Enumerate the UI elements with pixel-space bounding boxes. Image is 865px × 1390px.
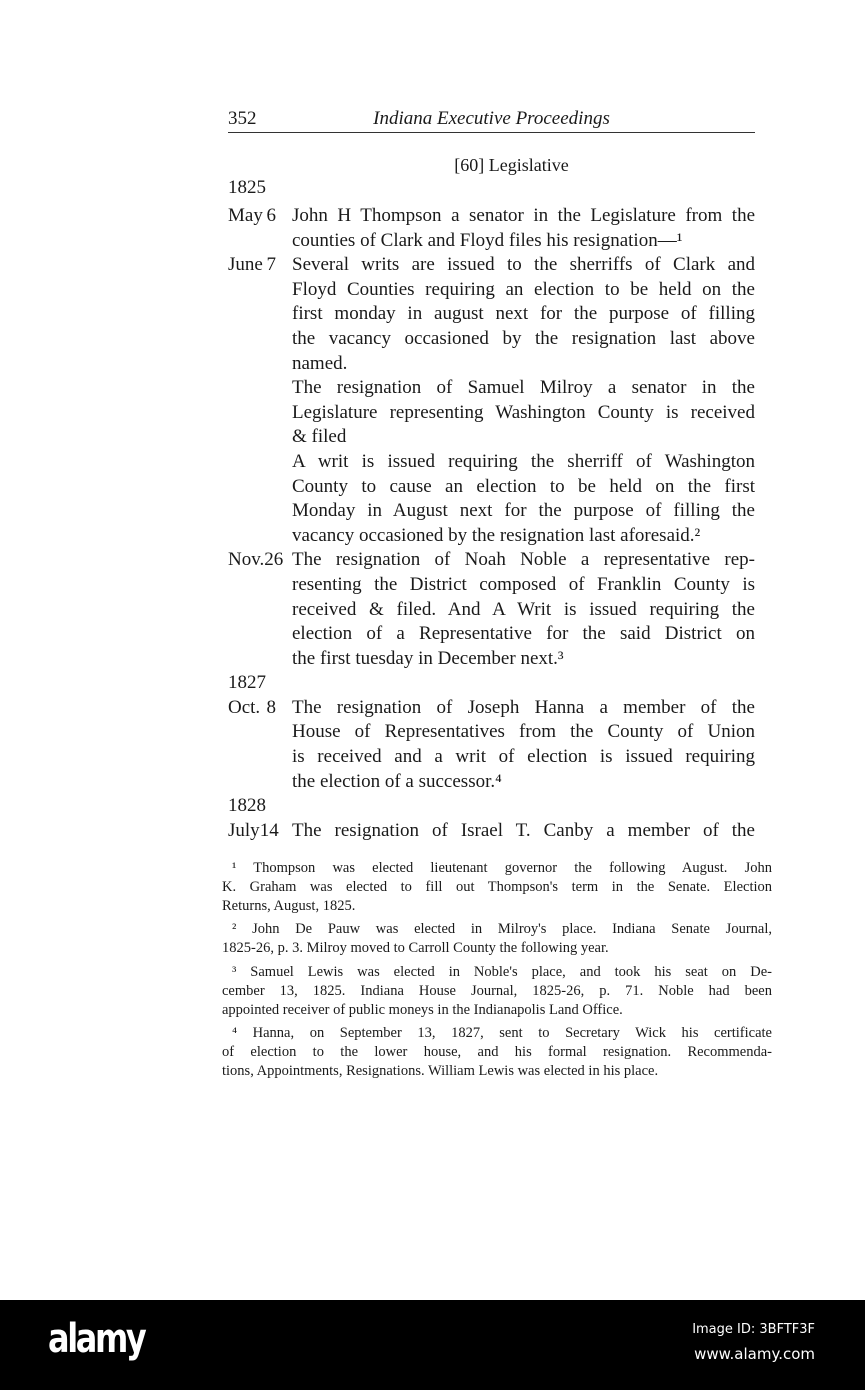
entry-month: Nov. xyxy=(228,549,265,571)
text-line: resenting the District composed of Franklin County is xyxy=(292,573,755,595)
entry-month: June xyxy=(228,254,263,276)
text-line: the election of a successor.⁴ xyxy=(292,770,502,792)
entry-date xyxy=(228,548,292,671)
text-line: election of a Representative for the said District on xyxy=(292,623,755,645)
year-heading: 1827 xyxy=(228,672,266,694)
entry-month: Oct. xyxy=(228,696,261,718)
text-line: vacancy occasioned by the resignation last aforesaid.² xyxy=(292,524,701,546)
text-line: Several writs are issued to the sherriffs of Clark and xyxy=(292,254,755,276)
year-heading: 1828 xyxy=(228,795,266,817)
entry-day: 8 xyxy=(266,696,276,718)
site-url: www.alamy.com xyxy=(694,1345,815,1363)
footnote xyxy=(222,859,772,915)
text-line: The resignation of Joseph Hanna a member of the xyxy=(292,696,755,718)
text-line: County to cause an election to be held on the first xyxy=(292,475,755,497)
entry-month: July xyxy=(228,819,260,841)
entry-day: 26 xyxy=(264,549,284,571)
entry-date xyxy=(228,819,292,844)
footnote-line: Returns, August, 1825. xyxy=(222,897,356,914)
footnote-line: tions, Appointments, Resignations. William Lewis was elected in his place. xyxy=(222,1062,659,1079)
footnote-line: ¹ Thompson was elected lieutenant governor the following August. John xyxy=(232,860,772,876)
text-line: A writ is issued requiring the sherriff of Washington xyxy=(292,450,755,472)
footnote-line: ² John De Pauw was elected in Milroy's place. Indiana Senate Journal, xyxy=(232,921,772,938)
text-line: the first tuesday in December next.³ xyxy=(292,647,564,669)
proceedings-body xyxy=(228,176,755,843)
footnotes xyxy=(222,859,772,1086)
text-line: The resignation of Noah Noble a representative rep- xyxy=(292,549,755,571)
entry-date xyxy=(228,204,292,253)
proceeding-entry xyxy=(228,204,755,253)
proceeding-entry xyxy=(228,819,755,844)
text-line: Floyd Counties requiring an election to be held on the xyxy=(292,278,755,300)
section-heading: [60] Legislative xyxy=(454,155,569,175)
text-line: Legislature representing Washington County is received xyxy=(292,401,755,423)
running-title: Indiana Executive Proceedings xyxy=(373,108,610,129)
entry-day: 14 xyxy=(259,819,279,841)
entry-date xyxy=(228,696,292,794)
text-line: The resignation of Samuel Milroy a senator in the xyxy=(292,377,755,399)
text-line: counties of Clark and Floyd files his resignation—¹ xyxy=(292,229,683,251)
footnote xyxy=(222,963,772,1019)
page-number: 352 xyxy=(228,108,257,129)
entry-day: 7 xyxy=(266,254,276,276)
year-heading: 1825 xyxy=(228,177,266,198)
footnote-line: ³ Samuel Lewis was elected in Noble's place, and took his seat on De- xyxy=(232,963,772,980)
footnote xyxy=(222,920,772,958)
proceeding-entry xyxy=(228,548,755,671)
footnote-line: K. Graham was elected to fill out Thompson's term in the Senate. Election xyxy=(222,878,772,895)
text-line: named. xyxy=(292,352,348,374)
proceeding-entry xyxy=(228,253,755,548)
text-line: John H Thompson a senator in the Legislature from the xyxy=(292,205,755,226)
entry-date xyxy=(228,253,292,548)
entry-month: May xyxy=(228,205,263,226)
footnote-line: appointed receiver of public moneys in the Indianapolis Land Office. xyxy=(222,1001,623,1018)
entry-text xyxy=(292,253,755,548)
text-line: House of Representatives from the County of Union xyxy=(292,721,755,743)
footnote-line: ⁴ Hanna, on September 13, 1827, sent to Secretary Wick his certificate xyxy=(232,1025,772,1042)
entry-text xyxy=(292,696,755,794)
watermark-bar xyxy=(0,1300,865,1390)
footnote-line: 1825-26, p. 3. Milroy moved to Carroll County the following year. xyxy=(222,940,609,957)
text-line: is received and a writ of election is issued requiring xyxy=(292,746,755,768)
text-line: Monday in August next for the purpose of filling the xyxy=(292,500,755,522)
entry-text xyxy=(292,548,755,671)
entry-text xyxy=(292,204,755,253)
entry-text xyxy=(292,819,755,844)
footnote-line: of election to the lower house, and his formal resignation. Recommenda- xyxy=(222,1044,772,1061)
text-line: The resignation of Israel T. Canby a member of the xyxy=(292,819,755,841)
header-rule xyxy=(228,132,755,133)
footnote-line: cember 13, 1825. Indiana House Journal, 1825-26, p. 71. Noble had been xyxy=(222,982,772,999)
text-line: & filed xyxy=(292,426,347,448)
proceeding-entry xyxy=(228,696,755,794)
footnote xyxy=(222,1024,772,1080)
text-line: received & filed. And A Writ is issued requiring the xyxy=(292,598,755,620)
text-line: first monday in august next for the purpose of filling xyxy=(292,303,755,325)
entry-day: 6 xyxy=(266,205,276,226)
running-header xyxy=(228,108,755,132)
image-id: Image ID: 3BFTF3F xyxy=(692,1322,815,1337)
text-line: the vacancy occasioned by the resignation last above xyxy=(292,327,755,349)
alamy-logo: alamy xyxy=(48,1316,145,1362)
